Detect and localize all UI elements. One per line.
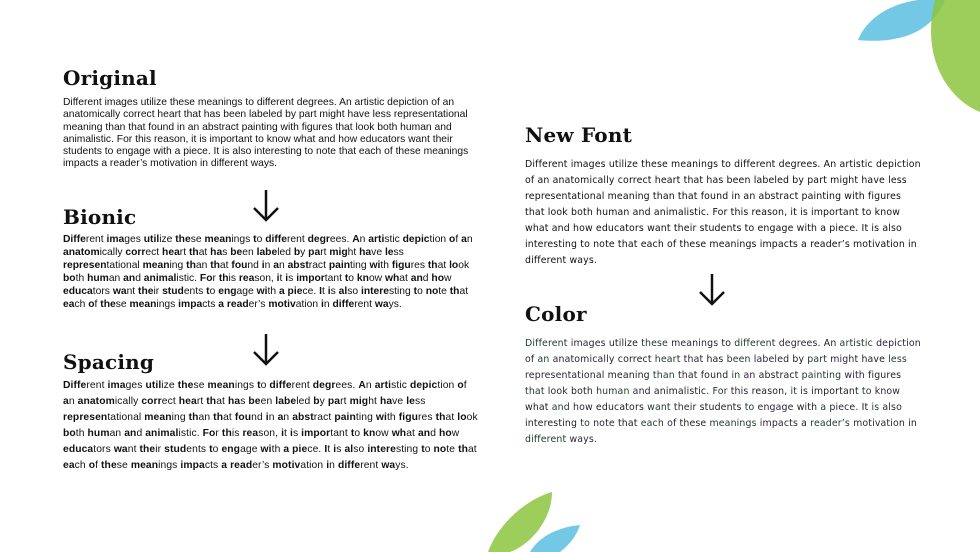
leaf-decoration-top-right [840, 0, 980, 115]
new-font-heading: New Font [525, 123, 633, 147]
new-font-paragraph: Different images utilize these meanings to different degrees. An artistic depiction of an anatomically correct heart that has been labeled by part might have less representational meaning than that found in an abstract painting with figures that look both human and animalistic. For this reason, it is important to know what and how educators want their students to engage with a piece. It is also interesting to note that each of these meanings impacts a reader’s motivation in different ways. [525, 159, 921, 266]
new-font-section [525, 123, 923, 269]
bionic-section [63, 205, 478, 311]
bionic-heading: Bionic [63, 205, 137, 229]
bionic-paragraph: Different images utilize these meanings to different degrees. An artistic depiction of an anatomically correct heart that has been labeled by part might have less representational meaning than that found in an abstract painting with figures that look both human and animalistic. For this reason, it is important to know what and how educators want their students to engage with a piece. It is also interesting to note that each of these meanings impacts a reader’s motivation in different ways. [63, 234, 473, 310]
leaf-decoration-bottom [480, 490, 590, 552]
color-heading: Color [525, 302, 587, 326]
spacing-heading: Spacing [63, 350, 155, 374]
spacing-section [63, 350, 478, 475]
color-section [525, 302, 923, 448]
original-heading: Original [63, 66, 157, 90]
original-paragraph: Different images utilize these meanings to different degrees. An artistic depiction of an anatomically correct heart that has been labeled by part might have less representational meaning than that found in an abstract painting with figures that look both human and animalistic. For this reason, it is important to know what and how educators want their students to engage with a piece. It is also interesting to note that each of these meanings impacts a reader’s motivation in different ways. [63, 97, 469, 170]
original-section [63, 66, 481, 171]
color-paragraph: Different images utilize these meanings to different degrees. An artistic depiction of an anatomically correct heart that has been labeled by part might have less representational meaning than that found in an abstract painting with figures that look both human and animalistic. For this reason, it is important to know what and how educators want their students to engage with a piece. It is also interesting to note that each of these meanings impacts a reader’s motivation in different ways. [525, 338, 921, 445]
green-leaf-icon [931, 0, 980, 112]
spacing-paragraph: Different images utilize these meanings to different degrees. An artistic depiction of an anatomically correct heart that has been labeled by part might have less representational meaning than that found in an abstract painting with figures that look both human and animalistic. For this reason, it is important to know what and how educators want their students to engage with a piece. It is also interesting to note that each of these meanings impacts a reader’s motivation in different ways. [63, 380, 478, 472]
